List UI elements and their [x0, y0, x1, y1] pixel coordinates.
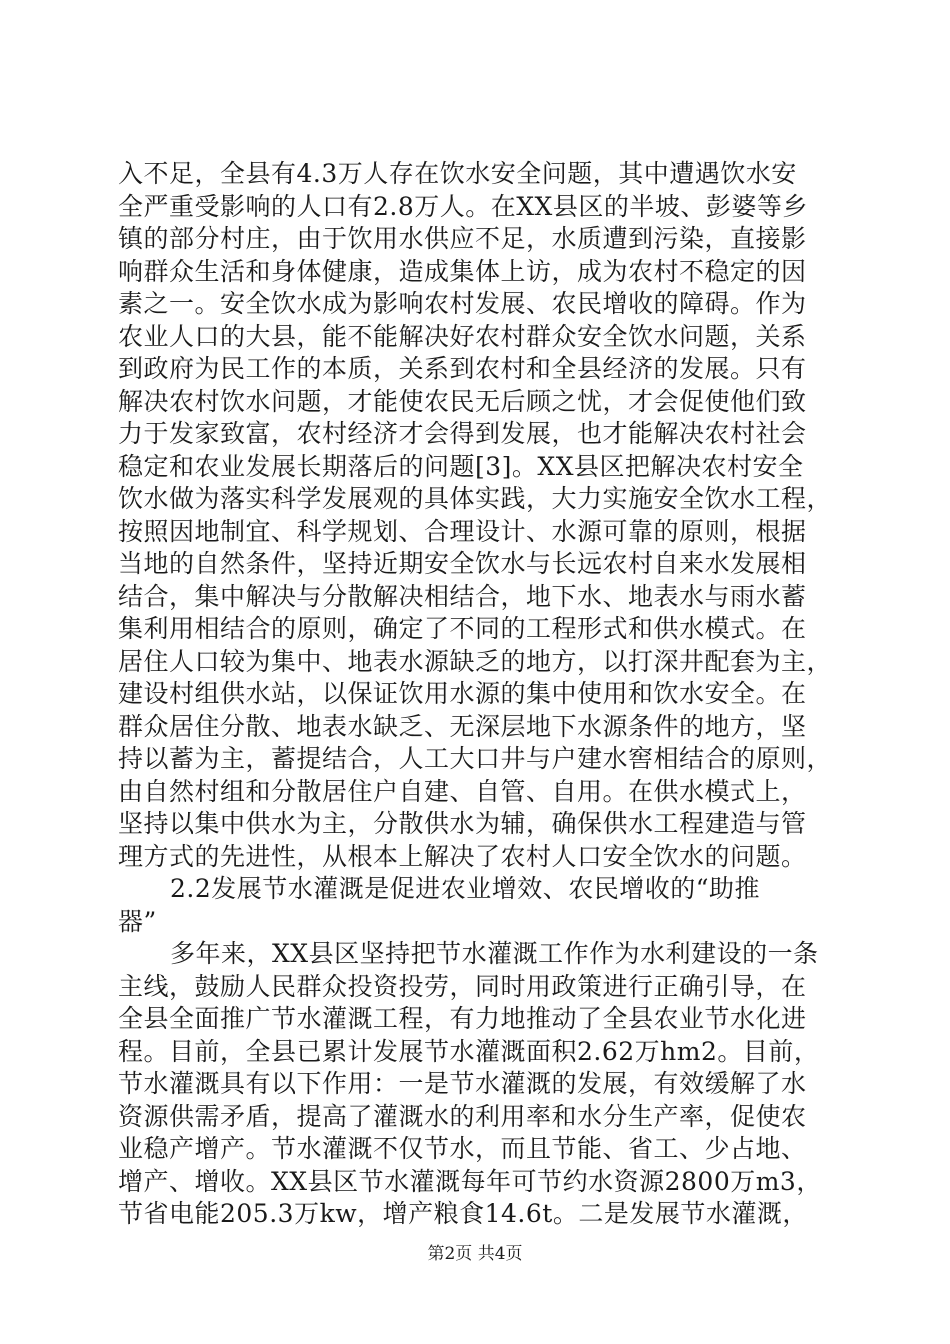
text-line: 结合，集中解决与分散解决相结合，地下水、地表水与雨水蓄 [118, 581, 807, 611]
text-line: 居住人口较为集中、地表水源缺乏的地方，以打深井配套为主， [118, 646, 833, 676]
text-line: 增产、增收。XX县区节水灌溉每年可节约水资源2800万m3， [118, 1166, 822, 1196]
text-line: 节省电能205.3万kw，增产粮食14.6t。二是发展节水灌溉， [118, 1199, 808, 1228]
text-line: 素之一。安全饮水成为影响农村发展、农民增收的障碍。作为 [118, 289, 807, 318]
text-line: 业稳产增产。节水灌溉不仅节水，而且节能、省工、少占地、 [118, 1134, 807, 1163]
text-line: 集利用相结合的原则，确定了不同的工程形式和供水模式。在 [118, 614, 807, 643]
text-line: 程。目前，全县已累计发展节水灌溉面积2.62万hm2。目前， [118, 1036, 820, 1066]
text-line: 饮水做为落实科学发展观的具体实践，大力实施安全饮水工程， [118, 484, 833, 513]
text-line: 力于发家致富，农村经济才会得到发展，也才能解决农村社会 [118, 419, 807, 448]
paragraph-first-line: 多年来，XX县区坚持把节水灌溉工作作为水利建设的一条 [170, 939, 819, 968]
text-line: 入不足，全县有4.3万人存在饮水安全问题，其中遭遇饮水安 [118, 159, 797, 188]
section-heading-continuation: 器” [118, 906, 157, 936]
text-line: 当地的自然条件，坚持近期安全饮水与长远农村自来水发展相 [118, 549, 807, 578]
text-line: 到政府为民工作的本质，关系到农村和全县经济的发展。只有 [118, 354, 807, 383]
text-line: 解决农村饮水问题，才能使农民无后顾之忧，才会促使他们致 [118, 386, 807, 416]
text-line: 资源供需矛盾，提高了灌溉水的利用率和水分生产率，促使农 [118, 1101, 807, 1131]
text-line: 镇的部分村庄，由于饮用水供应不足，水质遭到污染，直接影 [118, 224, 807, 253]
text-line: 理方式的先进性，从根本上解决了农村人口安全饮水的问题。 [118, 841, 807, 871]
text-line: 农业人口的大县，能不能解决好农村群众安全饮水问题，关系 [118, 321, 807, 351]
text-line: 节水灌溉具有以下作用：一是节水灌溉的发展，有效缓解了水 [118, 1069, 807, 1098]
text-line: 群众居住分散、地表水缺乏、无深层地下水源条件的地方，坚 [118, 711, 807, 741]
text-line: 由自然村组和分散居住户自建、自管、自用。在供水模式上， [118, 776, 807, 806]
text-line: 稳定和农业发展长期落后的问题[3]。XX县区把解决农村安全 [118, 451, 804, 481]
text-line: 全严重受影响的人口有2.8万人。在XX县区的半坡、彭婆等乡 [118, 191, 808, 221]
page-number-footer: 第2页 共4页 [427, 1244, 523, 1264]
text-line: 响群众生活和身体健康，造成集体上访，成为农村不稳定的因 [118, 256, 807, 286]
section-heading: 2.2发展节水灌溉是促进农业增效、农民增收的“助推 [170, 874, 761, 903]
text-line: 主线，鼓励人民群众投资投劳，同时用政策进行正确引导，在 [118, 971, 807, 1001]
text-line: 全县全面推广节水灌溉工程，有力地推动了全县农业节水化进 [118, 1004, 807, 1033]
text-line: 持以蓄为主，蓄提结合，人工大口井与户建水窖相结合的原则， [118, 744, 833, 773]
text-line: 坚持以集中供水为主，分散供水为辅，确保供水工程建造与管 [118, 809, 807, 838]
document-body [118, 158, 846, 1231]
text-line: 建设村组供水站，以保证饮用水源的集中使用和饮水安全。在 [118, 679, 807, 708]
text-line: 按照因地制宜、科学规划、合理设计、水源可靠的原则，根据 [118, 516, 807, 546]
